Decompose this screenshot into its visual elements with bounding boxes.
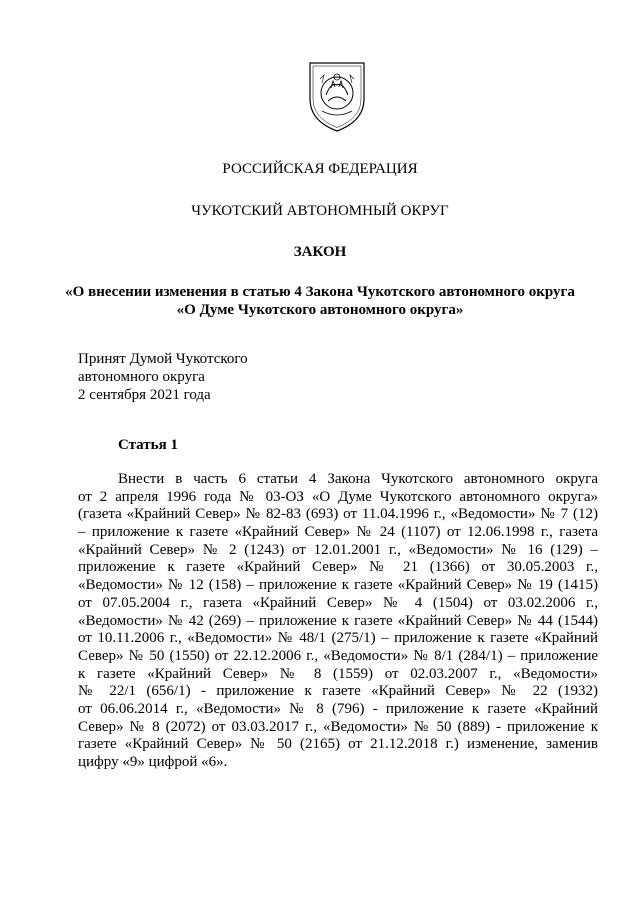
- article-body-line: от 10.11.2006 г., «Ведомости» № 48/1 (275/1) – приложение к газете «Крайний: [78, 630, 598, 647]
- adoption-line-1: Принят Думой Чукотского: [78, 351, 248, 367]
- article-body-line: Север» № 8 (2072) от 03.03.2017 г., «Ведомости» № 50 (889) - приложение к: [78, 718, 598, 735]
- country-heading: РОССИЙСКАЯ ФЕДЕРАЦИЯ: [222, 161, 418, 177]
- article-body-line: от 06.06.2014 г., «Ведомости» № 8 (796) - приложение к газете «Крайний: [78, 700, 598, 717]
- article-body-line: цифру «9» цифрой «6».: [78, 754, 228, 770]
- article-body-line: Внести в часть 6 статьи 4 Закона Чукотского автономного округа: [118, 471, 598, 487]
- law-title-line-2: «О Думе Чукотского автономного округа»: [176, 302, 464, 318]
- coat-of-arms-icon: [302, 55, 372, 135]
- document-type-heading: ЗАКОН: [293, 244, 347, 260]
- article-body: [78, 471, 598, 772]
- article-body-line: «Ведомости» № 42 (269) – приложение к газете «Крайний Север» № 44 (1544): [78, 612, 598, 629]
- article-body-line: – приложение к газете «Крайний Север» № 24 (1107) от 12.06.1998 г., газета: [78, 524, 598, 541]
- article-body-line: от 2 апреля 1996 года № 03-ОЗ «О Думе Чукотского автономного округа»: [78, 488, 598, 505]
- article-body-line: «Крайний Север» № 2 (1243) от 12.01.2001 г., «Ведомости» № 16 (129) –: [78, 541, 598, 558]
- article-body-line: приложение к газете «Крайний Север» № 21 (1366) от 30.05.2003 г.,: [78, 559, 598, 576]
- law-title-line-1: «О внесении изменения в статью 4 Закона Чукотского автономного округа: [65, 284, 575, 300]
- article-body-line: № 22/1 (656/1) - приложение к газете «Крайний Север» № 22 (1932): [78, 683, 598, 700]
- article-body-line: (газета «Крайний Север» № 82-83 (693) от 11.04.1996 г., «Ведомости» № 7 (12): [78, 506, 598, 523]
- article-body-line: к газете «Крайний Север» № 8 (1559) от 02.03.2007 г., «Ведомости»: [78, 665, 598, 682]
- region-heading: ЧУКОТСКИЙ АВТОНОМНЫЙ ОКРУГ: [191, 203, 449, 219]
- article-body-line: «Ведомости» № 12 (158) – приложение к газете «Крайний Север» № 19 (1415): [78, 577, 598, 594]
- article-body-line: от 07.05.2004 г., газета «Крайний Север» № 4 (1504) от 03.02.2006 г.,: [78, 594, 598, 611]
- article-body-line: Север» № 50 (1550) от 22.12.2006 г., «Ведомости» № 8/1 (284/1) – приложение: [78, 647, 598, 664]
- article-title: Статья 1: [118, 437, 178, 453]
- adoption-date: 2 сентября 2021 года: [78, 387, 211, 403]
- article-body-line: газете «Крайний Север» № 50 (2165) от 21.12.2018 г.) изменение, заменив: [78, 736, 598, 753]
- adoption-line-2: автономного округа: [78, 369, 205, 385]
